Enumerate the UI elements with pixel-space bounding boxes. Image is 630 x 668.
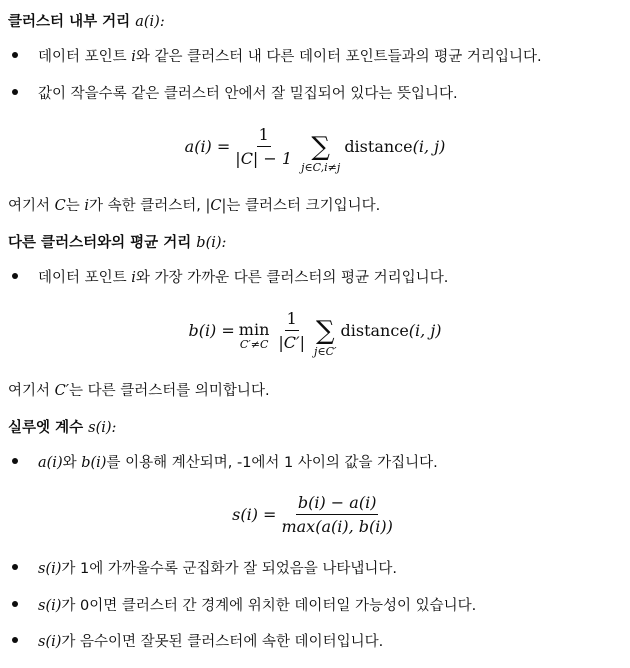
note-paragraph — [8, 194, 380, 215]
math-var: i — [131, 49, 136, 65]
bullet-dot — [12, 564, 18, 570]
min-subscript: C′≠C — [239, 338, 269, 351]
text: 데이터 포인트 — [38, 49, 127, 65]
eq-function: distance — [344, 136, 413, 156]
text: 와 — [62, 455, 77, 471]
text: 는 — [65, 198, 80, 214]
fraction-numerator: 1 — [285, 309, 299, 331]
list-item — [12, 451, 438, 472]
fraction — [279, 493, 394, 536]
eq-args: (i, j) — [408, 320, 442, 340]
text: 가 음수이면 잘못된 클러스터에 속한 데이터입니다. — [61, 634, 384, 650]
text: 와 가장 가까운 다른 클러스터의 평균 거리입니다. — [135, 270, 449, 286]
bullet-dot — [12, 637, 18, 643]
fraction-numerator: 1 — [257, 125, 271, 147]
heading-text: 다른 클러스터와의 평균 거리 — [8, 235, 192, 251]
bullet-dot — [12, 89, 18, 95]
text: 는 다른 클러스터를 의미합니다. — [69, 383, 270, 399]
sum-subscript: j∈C,i≠j — [301, 161, 341, 174]
eq-args: (i, j) — [412, 136, 446, 156]
math-var: C′ — [54, 383, 70, 399]
heading-math: b(i): — [196, 235, 227, 251]
text: 데이터 포인트 — [38, 270, 127, 286]
sum-symbol: ∑ — [316, 316, 335, 346]
min-symbol: min — [238, 320, 270, 339]
bullet-dot — [12, 601, 18, 607]
note-paragraph — [8, 379, 270, 400]
math-var: C — [54, 198, 66, 214]
fraction-denominator: |C| − 1 — [235, 148, 293, 168]
math-var: i — [84, 198, 90, 214]
math-var: s(i) — [38, 561, 62, 577]
summation — [314, 318, 336, 358]
list-item — [12, 45, 542, 66]
sum-symbol: ∑ — [311, 132, 330, 162]
math-var: b(i) — [81, 455, 107, 471]
heading-math: s(i): — [88, 420, 117, 436]
min-operator — [239, 321, 270, 351]
bullet-dot — [12, 273, 18, 279]
bullet-dot — [12, 458, 18, 464]
equation-b — [0, 300, 630, 360]
heading-text: 클러스터 내부 거리 — [8, 14, 131, 30]
math-var: |C| — [205, 198, 227, 214]
math-var: i — [131, 270, 136, 286]
list-item — [12, 82, 458, 103]
section-heading-silhouette — [8, 416, 116, 437]
section-heading-intra — [8, 10, 165, 31]
fraction — [233, 125, 294, 168]
list-item — [12, 594, 476, 615]
text: 여기서 — [8, 198, 51, 214]
text: 를 이용해 계산되며, -1에서 1 사이의 값을 가집니다. — [106, 455, 438, 471]
math-var: s(i) — [38, 598, 62, 614]
heading-math: a(i): — [135, 14, 165, 30]
fraction-numerator: b(i) − a(i) — [296, 493, 379, 515]
section-heading-inter — [8, 231, 226, 252]
list-item — [12, 630, 383, 651]
text: 가 속한 클러스터, — [89, 198, 201, 214]
eq-lhs: s(i) = — [232, 504, 277, 524]
eq-lhs: b(i) = — [188, 320, 235, 340]
equation-a — [0, 116, 630, 176]
math-var: s(i) — [38, 634, 62, 650]
text: 가 0이면 클러스터 간 경계에 위치한 데이터일 가능성이 있습니다. — [61, 598, 477, 614]
equation-s — [0, 486, 630, 542]
fraction-denominator: max(a(i), b(i)) — [281, 516, 393, 536]
summation — [301, 134, 340, 174]
list-item — [12, 557, 397, 578]
text: 와 같은 클러스터 내 다른 데이터 포인트들과의 평균 거리입니다. — [135, 49, 542, 65]
fraction — [276, 309, 307, 352]
sum-subscript: j∈C′ — [314, 345, 337, 358]
list-item — [12, 266, 448, 287]
text: 는 클러스터 크기입니다. — [226, 198, 381, 214]
heading-text: 실루엣 계수 — [8, 420, 84, 436]
fraction-denominator: |C′| — [278, 332, 306, 352]
math-var: a(i) — [38, 455, 63, 471]
eq-function: distance — [340, 320, 409, 340]
bullet-dot — [12, 52, 18, 58]
text: 여기서 — [8, 383, 51, 399]
eq-lhs: a(i) = — [184, 136, 231, 156]
text: 가 1에 가까울수록 군집화가 잘 되었음을 나타냅니다. — [61, 561, 398, 577]
text: 값이 작을수록 같은 클러스터 안에서 잘 밀집되어 있다는 뜻입니다. — [38, 86, 458, 102]
